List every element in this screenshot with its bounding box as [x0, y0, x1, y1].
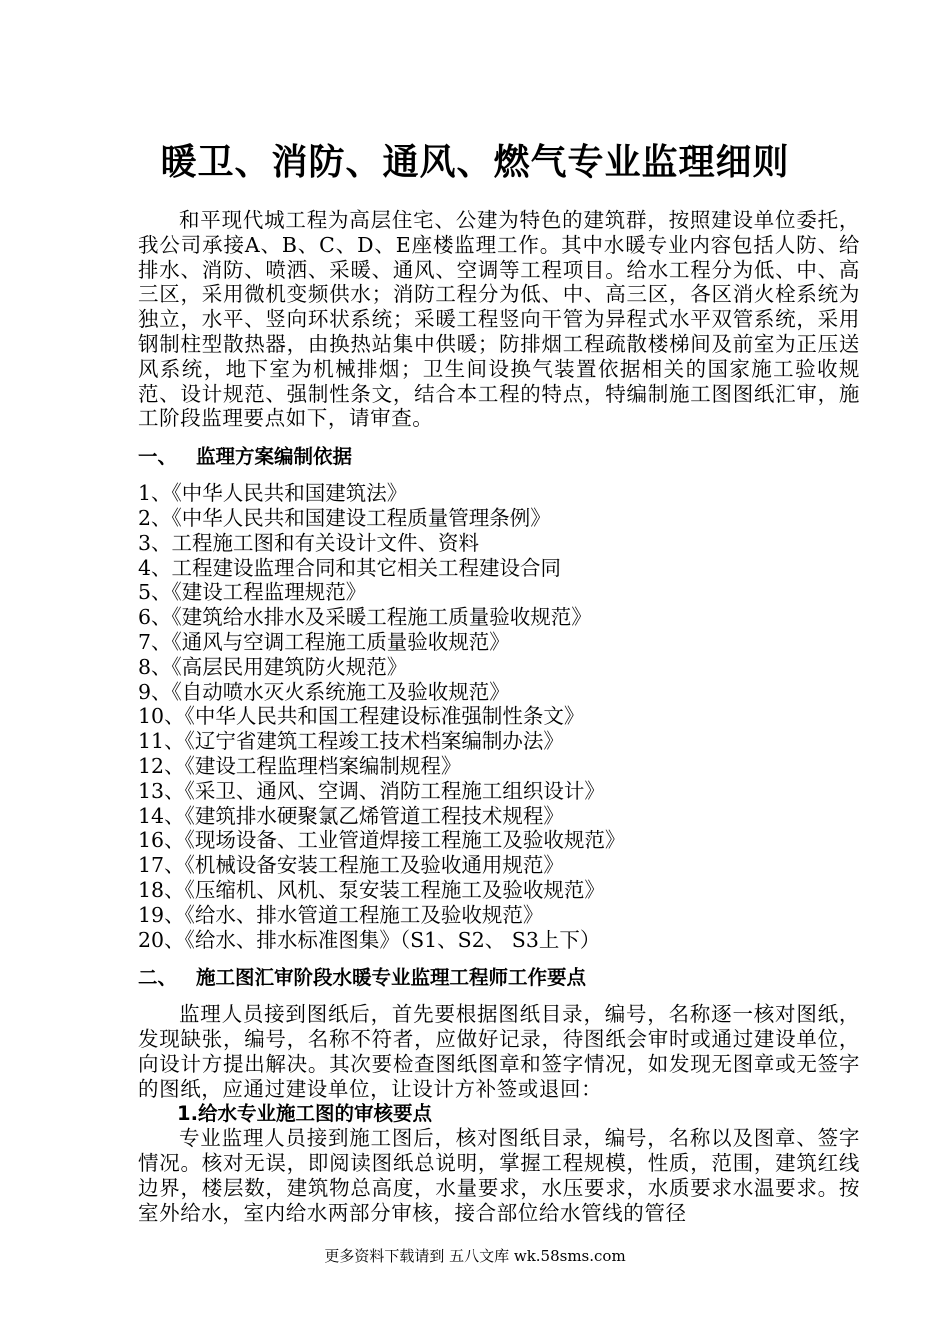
list-item: 19、《给水、排水管道工程施工及验收规范》 — [138, 902, 544, 927]
list-item: 14、《建筑排水硬聚氯乙烯管道工程技术规程》 — [138, 803, 564, 828]
list-item: 7、《通风与空调工程施工质量验收规范》 — [138, 629, 510, 654]
list-item: 10、《中华人民共和国工程建设标准强制性条文》 — [138, 704, 585, 729]
list-item: 1、《中华人民共和国建筑法》 — [138, 481, 408, 506]
page-footer: 更多资料下载请到 五八文库 wk.58sms.com — [324, 1247, 626, 1265]
list-item: 5、《建设工程监理规范》 — [138, 580, 367, 605]
list-item: 18、《压缩机、风机、泵安装工程施工及验收规范》 — [138, 877, 605, 902]
intro-paragraph: 和平现代城工程为高层住宅、公建为特色的建筑群，按照建设单位委托，我公司承接A、B、C、D、E座楼监理工作。其中水暖专业内容包括人防、给排水、消防、喷洒、采暖、通风、空调等工程项目。给水工程分为低、中、高三区，采用微机变频供水；消防工程分为低、中、高三区，各区消火栓系统为独立，水平、竖向环状系统；采暖工程竖向干管为异程式水平双管系统，采用钢制柱型散热器，由换热站集中供暖；防排烟工程疏散楼梯间及前室为正压送风系统，地下室为机械排烟；卫生间设换气装置依据相关的国家施工验收规范、设计规范、强制性条文，结合本工程的特点，特编制施工图图纸汇审，施工阶段监理要点如下，请审查。 — [138, 208, 860, 431]
section-1-number: 一、 — [138, 445, 178, 469]
section-1-heading — [138, 445, 860, 469]
list-item: 8、《高层民用建筑防火规范》 — [138, 654, 408, 679]
list-item: 11、《辽宁省建筑工程竣工技术档案编制办法》 — [138, 729, 564, 754]
list-item: 3、工程施工图和有关设计文件、资料 — [138, 530, 480, 555]
list-item: 2、《中华人民共和国建设工程质量管理条例》 — [138, 505, 551, 530]
list-item: 9、《自动喷水灭火系统施工及验收规范》 — [138, 679, 510, 704]
section-1-title: 监理方案编制依据 — [196, 445, 353, 469]
list-item: 13、《采卫、通风、空调、消防工程施工组织设计》 — [138, 778, 605, 803]
section-2-heading — [138, 966, 860, 990]
list-item: 17、《机械设备安装工程施工及验收通用规范》 — [138, 853, 564, 878]
document-body — [138, 208, 860, 1225]
section-2-title: 施工图汇审阶段水暖专业监理工程师工作要点 — [196, 966, 587, 990]
section-2-paragraph: 监理人员接到图纸后，首先要根据图纸目录，编号，名称逐一核对图纸，发现缺张，编号，名称不符者，应做好记录，待图纸会审时或通过建设单位，向设计方提出解决。其次要检查图纸图章和签字情况，如发现无图章或无签字的图纸，应通过建设单位，让设计方补签或退回： — [138, 1002, 860, 1101]
list-item: 16、《现场设备、工业管道焊接工程施工及验收规范》 — [138, 828, 626, 853]
subsection-1-paragraph: 专业监理人员接到施工图后，核对图纸目录，编号，名称以及图章、签字情况。核对无误，即阅读图纸总说明，掌握工程规模，性质，范围，建筑红线边界，楼层数，建筑物总高度，水量要求，水压要求，水质要求水温要求。按室外给水，室内给水两部分审核，接合部位给水管线的管径 — [138, 1126, 860, 1225]
list-item: 4、工程建设监理合同和其它相关工程建设合同 — [138, 555, 562, 580]
document-title: 暖卫、消防、通风、燃气专业监理细则 — [160, 141, 790, 183]
list-item: 12、《建设工程监理档案编制规程》 — [138, 753, 462, 778]
list-item: 6、《建筑给水排水及采暖工程施工质量验收规范》 — [138, 605, 592, 630]
list-item: 20、《给水、排水标准图集》（S1、S2、 S3上下） — [138, 927, 601, 952]
subsection-1-heading: 1.给水专业施工图的审核要点 — [177, 1101, 432, 1125]
reference-list — [138, 481, 860, 952]
section-2-number: 二、 — [138, 966, 178, 990]
